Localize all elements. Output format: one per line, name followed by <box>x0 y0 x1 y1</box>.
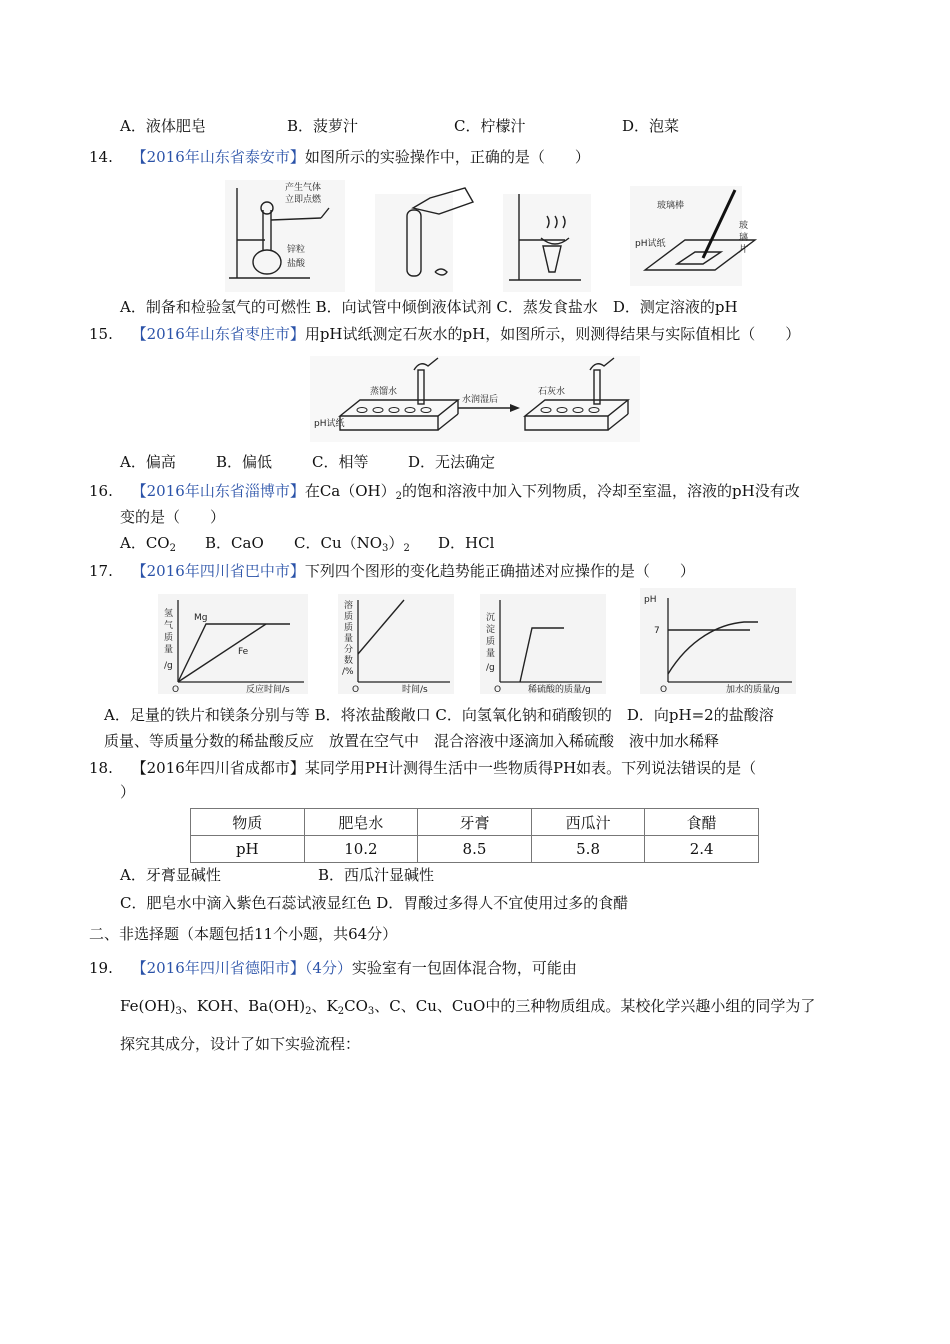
label-ph-paper: pH试纸 <box>635 239 666 249</box>
series-label-fe: Fe <box>238 647 249 657</box>
table-cell: 8.5 <box>418 836 532 863</box>
ylabel-char: /g <box>164 661 173 671</box>
series-label-mg: Mg <box>194 613 208 623</box>
label-zinc: 锌粒 <box>287 245 306 255</box>
question-source: 【2016年四川省巴中市】 <box>131 562 305 580</box>
ph-table <box>190 808 759 863</box>
tick-label-7: 7 <box>654 626 660 636</box>
table-row <box>191 809 759 836</box>
ylabel-char: 质 <box>344 612 354 622</box>
origin-label: O <box>172 685 180 694</box>
label-limewater: 石灰水 <box>538 387 566 397</box>
q17-graph-3 <box>480 594 606 694</box>
question-score: （4分） <box>304 959 352 977</box>
ylabel-char: 气 <box>164 621 174 631</box>
question-source: 【2016年山东省泰安市】 <box>131 148 305 166</box>
q15-option-a: A．偏高 <box>120 453 176 471</box>
question-text: 如图所示的实验操作中，正确的是（ ） <box>304 148 590 166</box>
ylabel-char: 氢 <box>164 609 174 619</box>
ylabel-char: 数 <box>344 656 354 666</box>
label-glass-sheet-1: 玻 <box>739 221 749 231</box>
ylabel-char: 量 <box>344 634 354 644</box>
q16-option-c: C．$Cu(NO_3)_2$ <box>294 534 410 554</box>
question-text: 【2016年四川省成都市】某同学用PH计测得生活中一些物质得PH如表。下列说法错误的是（ <box>131 759 757 777</box>
ylabel-char: /g <box>486 663 495 673</box>
question-number: 16. <box>89 482 113 500</box>
ylabel-char: 溶 <box>344 601 354 611</box>
q16-option-b: B．CaO <box>205 534 264 552</box>
hydrogen-apparatus-image <box>225 180 345 292</box>
xlabel: 加水的质量/g <box>726 685 780 694</box>
evaporation-image <box>503 194 591 292</box>
ph-test-image <box>630 186 755 286</box>
q17-graph-2 <box>338 594 454 694</box>
q13-option-b: B．菠萝汁 <box>287 117 359 135</box>
q16-stem-line2: 变的是（ ） <box>120 508 226 526</box>
q19-stem <box>89 958 577 978</box>
question-source: 【2016年山东省枣庄市】 <box>131 325 305 343</box>
question-text: 用pH试纸测定石灰水的pH，如图所示，则测得结果与实际值相比（ ） <box>304 325 801 343</box>
ylabel-char: 量 <box>486 649 496 659</box>
table-cell: 10.2 <box>304 836 418 863</box>
pouring-liquid-image <box>375 188 473 292</box>
ylabel: pH <box>644 595 657 605</box>
question-number: 17. <box>89 562 113 580</box>
question-number: 19. <box>89 959 113 977</box>
q17-stem <box>89 561 695 581</box>
q15-stem <box>89 324 800 344</box>
ylabel-char: /% <box>342 667 354 677</box>
label-after-wet: 水润湿后 <box>462 395 499 405</box>
origin-label: O <box>494 685 502 694</box>
label-acid: 盐酸 <box>287 259 306 269</box>
q14-options: A．制备和检验氢气的可燃性 B．向试管中倾倒液体试剂 C．蒸发食盐水 D．测定溶液的pH <box>120 298 738 316</box>
table-cell: 5.8 <box>531 836 645 863</box>
label-glass-sheet-2: 璃 <box>739 233 749 243</box>
table-header-cell: 食醋 <box>645 809 759 836</box>
q13-option-a: A．液体肥皂 <box>120 117 206 135</box>
q18-stem-line2: ） <box>120 783 136 801</box>
ylabel-char: 质 <box>164 633 174 643</box>
table-header-cell: 物质 <box>191 809 305 836</box>
q14-stem <box>89 147 590 167</box>
question-text: 实验室有一包固体混合物，可能由 <box>351 959 577 977</box>
q15-option-b: B．偏低 <box>216 453 273 471</box>
q13-option-d: D．泡菜 <box>622 117 680 135</box>
label-gas-note-2: 立即点燃 <box>285 195 322 205</box>
xlabel: 反应时间/s <box>246 685 290 694</box>
origin-label: O <box>660 685 668 694</box>
question-number: 15. <box>89 325 113 343</box>
label-glass-sheet-3: 片 <box>739 245 749 255</box>
q17-options-line1: A．足量的铁片和镁条分别与等 B．将浓盐酸敞口 C．向氢氧化钠和硝酸钡的 D．向pH=2的盐酸溶 <box>104 706 774 724</box>
q15-figure <box>310 356 640 442</box>
q15-option-c: C．相等 <box>312 453 369 471</box>
question-number: 14. <box>89 148 113 166</box>
table-row <box>191 836 759 863</box>
table-cell: 2.4 <box>645 836 759 863</box>
q19-line3: 探究其成分，设计了如下实验流程： <box>120 1035 361 1053</box>
question-text-cont: 的饱和溶液中加入下列物质，冷却至室温，溶液的pH没有改 <box>402 482 800 500</box>
section-heading: 二、非选择题（本题包括11个小题，共64分） <box>89 925 398 943</box>
q17-graph-4 <box>640 588 796 694</box>
table-header-cell: 西瓜汁 <box>531 809 645 836</box>
label-ph-paper: pH试纸 <box>314 419 345 429</box>
q18-option-a: A．牙膏显碱性 <box>120 866 221 884</box>
table-header-cell: 牙膏 <box>418 809 532 836</box>
ylabel-char: 沉 <box>486 613 496 623</box>
q16-option-a: A．$CO_2$ <box>120 534 176 554</box>
question-source: 【2016年山东省淄博市】 <box>131 482 305 500</box>
q19-line2: $Fe(OH)_3$、KOH、$Ba(OH)_2$、$K_2CO_3$、C、Cu、CuO中的三种物质组成。某校化学兴趣小组的同学为了 <box>120 997 816 1017</box>
q18-option-b: B．西瓜汁显碱性 <box>318 866 435 884</box>
ylabel-char: 量 <box>164 645 174 655</box>
label-distilled-water: 蒸馏水 <box>370 387 398 397</box>
q17-options-line2: 质量、等质量分数的稀盐酸反应 放置在空气中 混合溶液中逐滴加入稀硫酸 液中加水稀释 <box>104 732 720 750</box>
q14-figure <box>225 180 765 292</box>
ylabel-char: 淀 <box>486 625 496 635</box>
origin-label: O <box>352 685 360 694</box>
table-cell: pH <box>191 836 305 863</box>
label-gas-note-1: 产生气体 <box>285 183 322 193</box>
ylabel-char: 质 <box>486 637 496 647</box>
xlabel: 时间/s <box>402 685 428 694</box>
ylabel-char: 分 <box>344 645 354 655</box>
ylabel-char: 质 <box>344 623 354 633</box>
label-glass-rod: 玻璃棒 <box>657 201 685 211</box>
q16-stem <box>89 481 800 501</box>
question-text: 在Ca（OH） <box>304 482 396 500</box>
table-header-cell: 肥皂水 <box>304 809 418 836</box>
q15-option-d: D．无法确定 <box>408 453 496 471</box>
question-number: 18. <box>89 759 113 777</box>
question-source: 【2016年四川省德阳市】 <box>131 959 305 977</box>
subscript: 2 <box>395 491 403 502</box>
q18-options-cd: C．肥皂水中滴入紫色石蕊试液显红色 D．胃酸过多得人不宜使用过多的食醋 <box>120 894 629 912</box>
xlabel: 稀硫酸的质量/g <box>528 685 591 694</box>
question-text: 下列四个图形的变化趋势能正确描述对应操作的是（ ） <box>304 562 695 580</box>
q18-stem <box>89 758 756 778</box>
q16-option-d: D．HCl <box>438 534 495 552</box>
q17-graph-1 <box>158 594 308 694</box>
q13-option-c: C．柠檬汁 <box>454 117 526 135</box>
